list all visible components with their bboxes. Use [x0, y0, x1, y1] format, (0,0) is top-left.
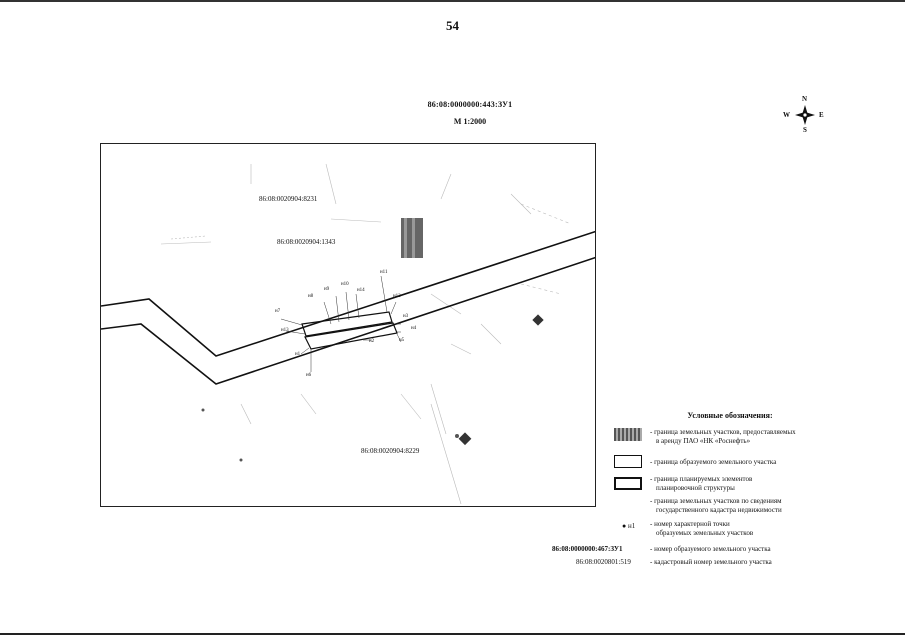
compass-e: E	[819, 111, 824, 119]
legend-item-new-number	[540, 545, 840, 557]
legend-item-point	[600, 520, 840, 540]
point-label-n11: н11	[380, 270, 388, 275]
point-label-n10: н10	[341, 282, 349, 287]
map-drawing	[101, 144, 596, 507]
point-label-n12: н12	[393, 294, 401, 299]
legend-text: - номер образуемого земельного участка	[650, 545, 771, 553]
point-label-n4: н4	[411, 326, 417, 331]
map-frame	[100, 143, 596, 507]
point-label-n5: н5	[399, 338, 405, 343]
legend-swatch-planned	[614, 477, 642, 490]
legend-text: - граница образуемого земельного участка	[650, 458, 777, 466]
legend-item-planned	[614, 475, 834, 495]
point-label-n3: н3	[403, 314, 409, 319]
point-label-n1: н1	[295, 352, 301, 357]
parcel-label-c: 86:08:0020904:8229	[361, 447, 420, 455]
legend-text: - граница планируемых элементов планировочной структуры	[650, 475, 753, 492]
page-number: 54	[446, 18, 459, 33]
legend-text: - кадастровый номер земельного участка	[650, 558, 772, 566]
plan-parcel-id: 86:08:0000000:443:ЗУ1	[427, 100, 513, 109]
legend-item-cadastral-number	[540, 558, 840, 570]
legend-item-new-parcel	[614, 455, 834, 471]
parcel-label-a: 86:08:0020904:8231	[259, 195, 318, 203]
legend-point-marker: ● н1	[622, 522, 636, 530]
compass-w: W	[783, 111, 790, 119]
compass-n: N	[802, 95, 808, 103]
legend-item-cadastre	[614, 497, 834, 517]
compass-s: S	[803, 126, 807, 134]
legend-swatch-leased	[614, 428, 642, 441]
bottom-border-line	[0, 633, 905, 635]
point-label-n9: н9	[324, 287, 330, 292]
point-label-n13: н13	[281, 328, 289, 333]
point-label-n6: н6	[306, 373, 312, 378]
legend-item-leased	[614, 428, 834, 448]
legend-sample-new: 86:08:0000000:467:ЗУ1	[552, 545, 623, 553]
parcel-label-b: 86:08:0020904:1343	[277, 238, 336, 246]
legend-text: - граница земельных участков по сведениям государственного кадастра недвижимости	[650, 497, 782, 514]
legend-title: Условные обозначения:	[687, 411, 773, 420]
point-label-n8: н8	[308, 294, 314, 299]
legend-sample-cadastral: 86:08:0020801:519	[576, 558, 631, 566]
legend-swatch-new-parcel	[614, 455, 642, 468]
compass-rose-icon	[780, 97, 830, 137]
top-border-line	[0, 0, 905, 2]
map-scale: М 1:2000	[453, 117, 487, 126]
point-label-n7: н7	[275, 309, 281, 314]
legend-text: - номер характерной точки образуемых земельных участков	[650, 520, 754, 537]
point-label-n2: н2	[369, 339, 375, 344]
legend-text: - граница земельных участков, предоставляемых в аренду ПАО «НК «Роснефть»	[650, 428, 796, 445]
point-label-n14: н14	[357, 288, 365, 293]
